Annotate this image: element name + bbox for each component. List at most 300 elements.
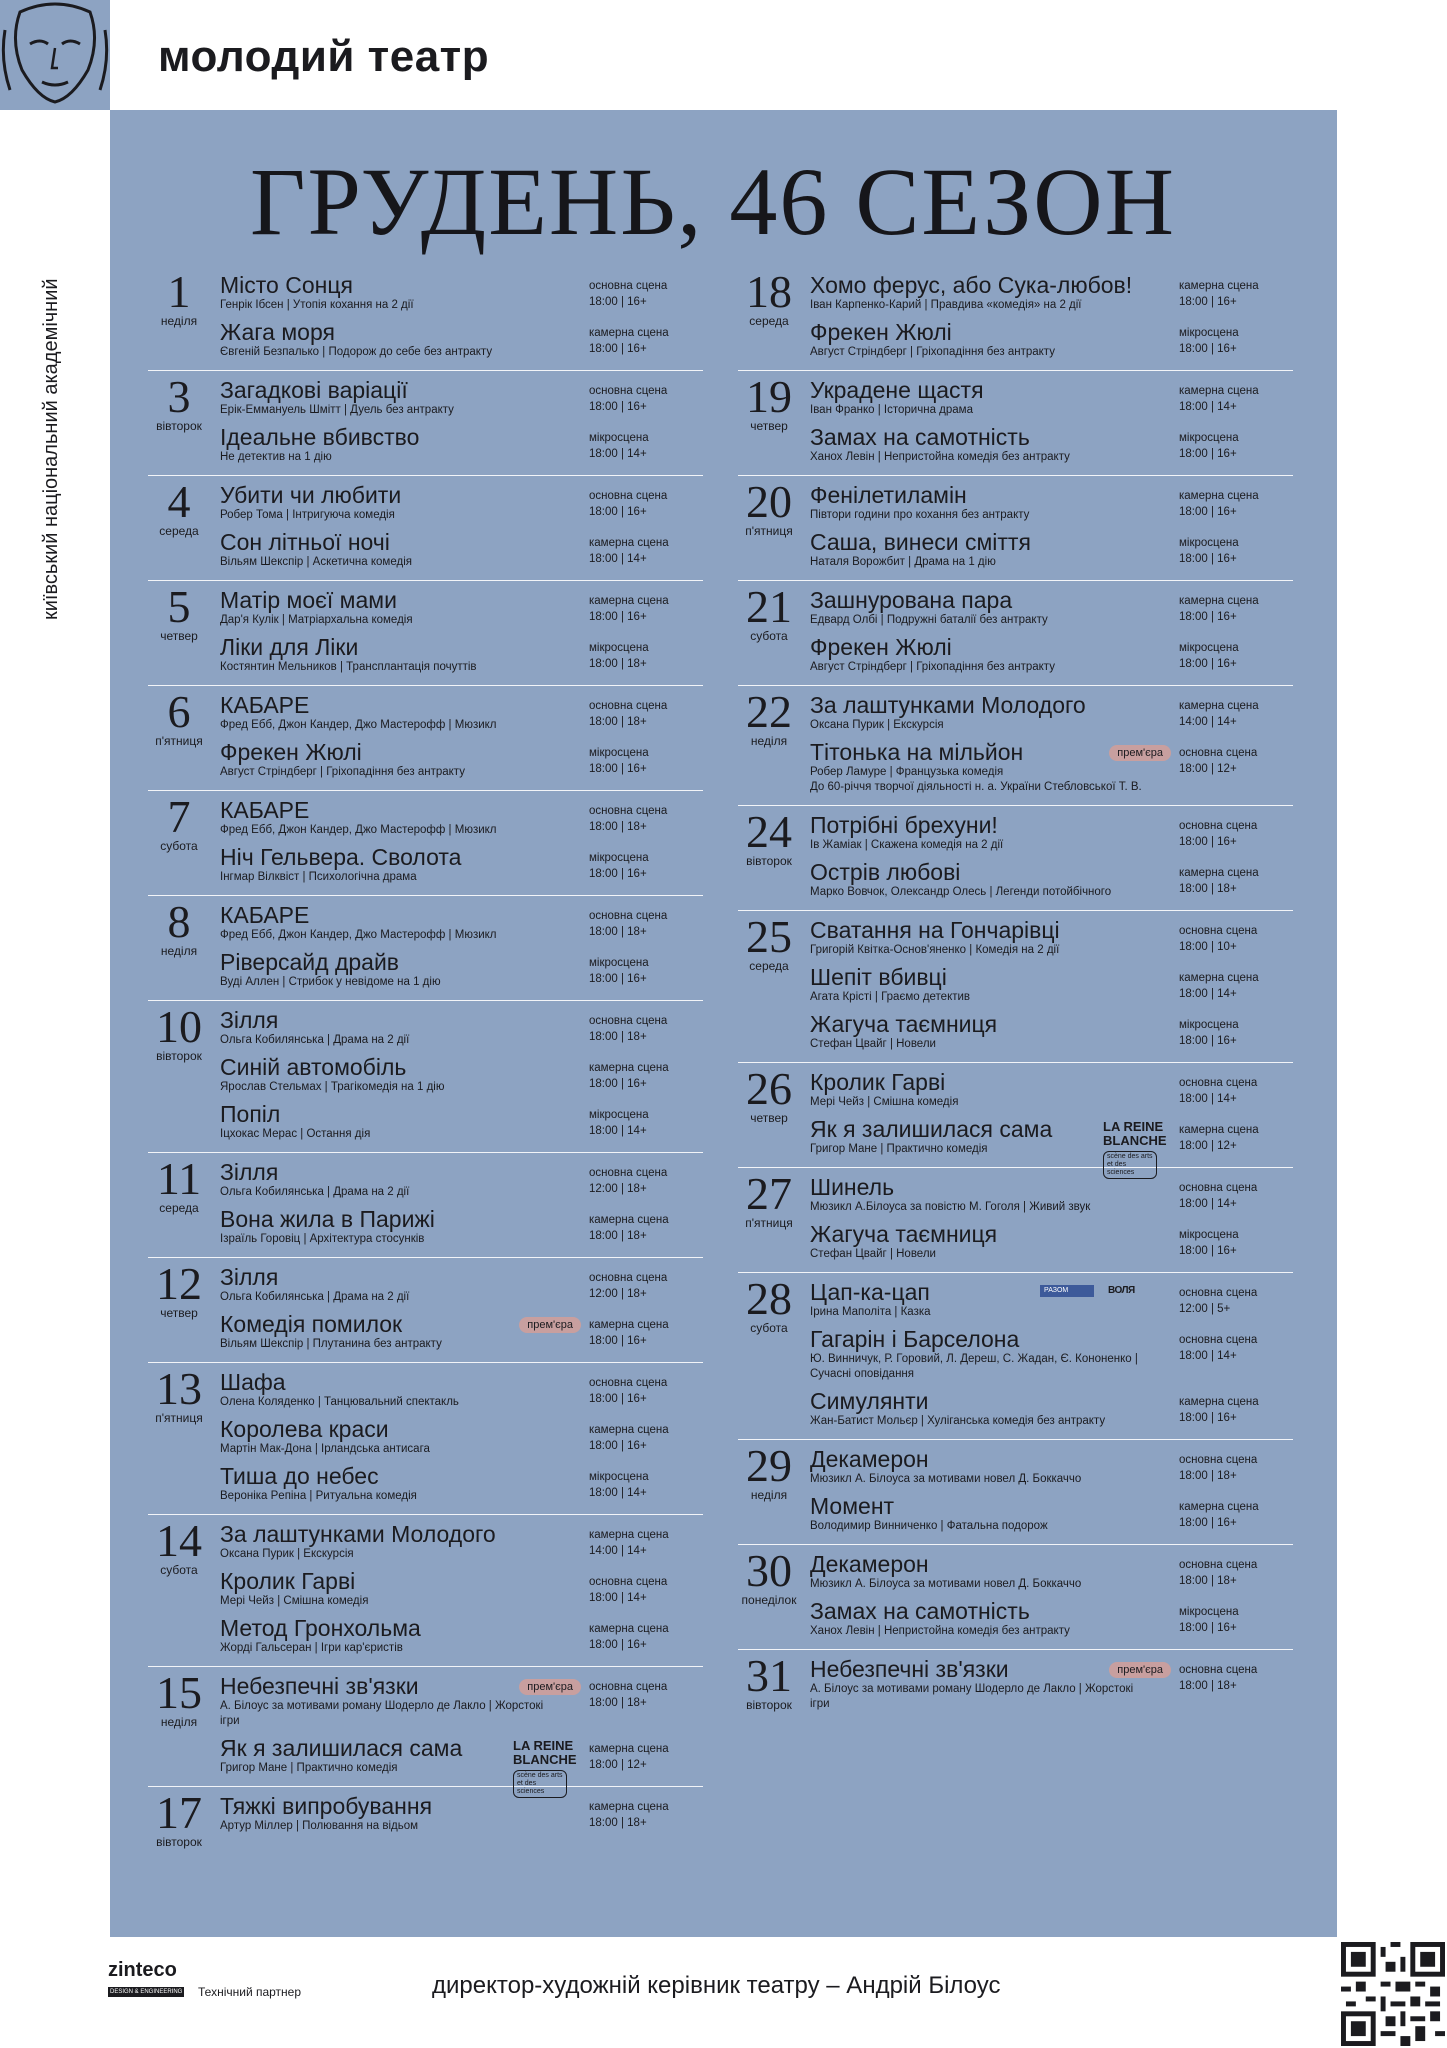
show-title[interactable]: Тітонька на мільйон bbox=[810, 739, 1024, 765]
day-block bbox=[148, 581, 703, 686]
show-time: 18:00 | 18+ bbox=[589, 1031, 647, 1043]
show-venue: основна сцена bbox=[1179, 1664, 1258, 1676]
day-block bbox=[738, 1440, 1293, 1545]
show-venue: камерна сцена bbox=[1179, 1501, 1259, 1513]
show-venue: мікросцена bbox=[1179, 327, 1239, 339]
show-item[interactable] bbox=[220, 587, 703, 628]
show-title[interactable]: Декамерон bbox=[810, 1551, 929, 1577]
show-item[interactable] bbox=[810, 1388, 1293, 1429]
day-block bbox=[148, 1787, 703, 1847]
show-title[interactable]: Фрекен Жюлі bbox=[220, 739, 362, 765]
day-weekday: середа bbox=[749, 959, 789, 973]
sponsor-tagline: DESIGN & ENGINEERING bbox=[110, 1989, 183, 1995]
show-meta: Август Стріндберг | Гріхопадіння без антракту bbox=[810, 346, 1055, 358]
show-title[interactable]: Метод Гронхольма bbox=[220, 1615, 421, 1641]
show-title[interactable]: Ріверсайд драйв bbox=[220, 949, 400, 975]
show-list bbox=[810, 1279, 1293, 1429]
show-title[interactable]: Попіл bbox=[220, 1101, 281, 1127]
show-venue-info bbox=[1179, 535, 1281, 567]
show-venue-info bbox=[589, 1741, 691, 1773]
show-meta: Іван Франко | Історична драма bbox=[810, 404, 973, 416]
show-title[interactable]: Острів любові bbox=[810, 859, 961, 885]
show-meta: Григор Мане | Практично комедія bbox=[220, 1762, 398, 1774]
show-time: 18:00 | 16+ bbox=[1179, 506, 1237, 518]
schedule-column-left bbox=[148, 266, 703, 1847]
show-title[interactable]: Жага моря bbox=[220, 319, 335, 345]
show-meta: Володимир Винниченко | Фатальна подорож bbox=[810, 1520, 1048, 1532]
show-item[interactable] bbox=[220, 634, 703, 675]
show-meta: Генрік Ібсен | Утопія кохання на 2 дії bbox=[220, 299, 414, 311]
show-venue: камерна сцена bbox=[1179, 972, 1259, 984]
show-item[interactable] bbox=[220, 1793, 703, 1834]
show-time: 18:00 | 18+ bbox=[1179, 1680, 1237, 1692]
show-title[interactable]: Ліки для Ліки bbox=[220, 634, 359, 660]
show-title[interactable]: КАБАРЕ bbox=[220, 692, 310, 718]
day-weekday: неділя bbox=[750, 1488, 788, 1502]
show-time: 18:00 | 14+ bbox=[589, 1592, 647, 1604]
show-venue: мікросцена bbox=[589, 1471, 649, 1483]
show-venue: основна сцена bbox=[589, 1015, 668, 1027]
day-number: 1 bbox=[167, 266, 191, 317]
show-time: 18:00 | 16+ bbox=[1179, 553, 1237, 565]
show-meta: Ольга Кобилянська | Драма на 2 дії bbox=[220, 1291, 410, 1303]
show-venue-info bbox=[1179, 325, 1281, 357]
show-title[interactable]: Ідеальне вбивство bbox=[220, 424, 420, 450]
show-item[interactable] bbox=[810, 482, 1293, 523]
show-item[interactable] bbox=[810, 319, 1293, 360]
show-venue-info bbox=[589, 1574, 691, 1606]
show-title[interactable]: Комедія помилок bbox=[220, 1311, 403, 1337]
show-venue-info bbox=[589, 1469, 691, 1501]
show-title[interactable]: Симулянти bbox=[810, 1388, 929, 1414]
show-venue-info bbox=[1179, 1662, 1281, 1694]
day-block bbox=[738, 1273, 1293, 1440]
day-number: 24 bbox=[746, 806, 792, 857]
show-time: 18:00 | 12+ bbox=[1179, 1140, 1237, 1152]
show-time: 18:00 | 16+ bbox=[589, 1639, 647, 1651]
show-item[interactable] bbox=[220, 1521, 703, 1562]
show-item[interactable] bbox=[220, 1264, 703, 1305]
show-list bbox=[220, 1369, 703, 1504]
show-venue: основна сцена bbox=[1179, 1182, 1258, 1194]
day-weekday: вівторок bbox=[746, 1698, 792, 1712]
show-list bbox=[220, 1007, 703, 1142]
show-title[interactable]: Саша, винеси сміття bbox=[810, 529, 1031, 555]
show-venue-info bbox=[1179, 1604, 1281, 1636]
show-meta: Робер Тома | Інтригуюча комедія bbox=[220, 509, 395, 521]
day-block bbox=[148, 1667, 703, 1795]
show-title[interactable]: Вона жила в Парижі bbox=[220, 1206, 435, 1232]
show-list bbox=[220, 377, 703, 465]
show-meta: Мюзикл А.Білоуса за повістю М. Гоголя | Живий звук bbox=[810, 1201, 1091, 1213]
day-block bbox=[738, 686, 1293, 806]
show-item[interactable] bbox=[220, 1463, 703, 1504]
show-item[interactable] bbox=[810, 634, 1293, 675]
day-block bbox=[148, 371, 703, 476]
show-venue: мікросцена bbox=[1179, 432, 1239, 444]
show-title[interactable]: Момент bbox=[810, 1493, 895, 1519]
show-item[interactable] bbox=[220, 1206, 703, 1247]
show-item[interactable] bbox=[220, 1416, 703, 1457]
show-title[interactable]: Фенілетиламін bbox=[810, 482, 967, 508]
show-meta: Оксана Пурик | Екскурсія bbox=[810, 719, 944, 731]
show-item[interactable] bbox=[810, 1116, 1293, 1176]
show-venue: основна сцена bbox=[589, 490, 668, 502]
show-item[interactable] bbox=[810, 1493, 1293, 1534]
show-venue-info bbox=[589, 1621, 691, 1653]
show-venue-info bbox=[589, 908, 691, 940]
show-list bbox=[220, 1673, 703, 1795]
day-block bbox=[738, 371, 1293, 476]
show-item[interactable] bbox=[220, 949, 703, 990]
show-title[interactable]: КАБАРЕ bbox=[220, 902, 310, 928]
show-title[interactable]: Ніч Гельвера. Сволота bbox=[220, 844, 462, 870]
show-time: 14:00 | 14+ bbox=[589, 1545, 647, 1557]
show-venue: мікросцена bbox=[589, 747, 649, 759]
show-venue-info bbox=[1179, 1394, 1281, 1426]
show-list bbox=[220, 1159, 703, 1247]
director-credit: директор-художній керівник театру – Андрій Білоус bbox=[432, 1972, 1001, 1999]
show-time: 18:00 | 14+ bbox=[1179, 1093, 1237, 1105]
show-list bbox=[810, 812, 1293, 900]
show-item[interactable] bbox=[220, 1369, 703, 1410]
show-list bbox=[810, 1656, 1293, 1712]
show-venue-info bbox=[1179, 970, 1281, 1002]
day-number: 22 bbox=[746, 686, 792, 737]
day-block bbox=[738, 1650, 1293, 1722]
show-meta: Вільям Шекспір | Плутанина без антракту bbox=[220, 1338, 442, 1350]
show-item[interactable] bbox=[220, 739, 703, 780]
show-venue: камерна сцена bbox=[589, 1529, 669, 1541]
show-item[interactable] bbox=[220, 482, 703, 523]
show-title[interactable]: КАБАРЕ bbox=[220, 797, 310, 823]
show-time: 18:00 | 16+ bbox=[1179, 658, 1237, 670]
show-meta: Інгмар Вілквіст | Психологічна драма bbox=[220, 871, 417, 883]
show-venue-info bbox=[1179, 1285, 1281, 1317]
show-meta: Фред Ебб, Джон Кандер, Джо Мастерофф | Мюзикл bbox=[220, 929, 497, 941]
show-item[interactable] bbox=[220, 1673, 703, 1729]
day-number: 14 bbox=[156, 1515, 202, 1566]
show-item[interactable] bbox=[220, 1101, 703, 1142]
show-meta: А. Білоус за мотивами роману Шодерло де Лакло | Жорстокі ігри bbox=[810, 1683, 1134, 1710]
show-venue: камерна сцена bbox=[589, 1743, 669, 1755]
show-title[interactable]: Шинель bbox=[810, 1174, 895, 1200]
show-venue: камерна сцена bbox=[1179, 280, 1259, 292]
show-venue-info bbox=[589, 803, 691, 835]
day-number: 15 bbox=[156, 1667, 202, 1718]
show-venue: основна сцена bbox=[589, 1167, 668, 1179]
day-block bbox=[738, 266, 1293, 371]
show-item[interactable] bbox=[220, 1159, 703, 1200]
day-number: 21 bbox=[746, 581, 792, 632]
day-weekday: субота bbox=[160, 1563, 198, 1577]
show-item[interactable] bbox=[810, 859, 1293, 900]
show-title[interactable]: Зілля bbox=[220, 1007, 279, 1033]
show-item[interactable] bbox=[220, 844, 703, 885]
eu-logo: РАЗОМ bbox=[1040, 1285, 1094, 1297]
show-venue-info bbox=[1179, 745, 1281, 777]
show-venue-info bbox=[589, 535, 691, 567]
show-item[interactable] bbox=[220, 1007, 703, 1048]
show-list bbox=[220, 902, 703, 990]
day-number: 30 bbox=[746, 1545, 792, 1596]
show-meta: Не детектив на 1 дію bbox=[220, 451, 332, 463]
premiere-badge: прем'єра bbox=[1109, 745, 1171, 761]
show-venue: камерна сцена bbox=[589, 595, 669, 607]
show-title[interactable]: Цап-ка-цап bbox=[810, 1279, 930, 1305]
show-item[interactable] bbox=[220, 902, 703, 943]
show-item[interactable] bbox=[220, 692, 703, 733]
show-time: 18:00 | 16+ bbox=[1179, 296, 1237, 308]
show-title[interactable]: Зілля bbox=[220, 1264, 279, 1290]
show-item[interactable] bbox=[220, 319, 703, 360]
show-item[interactable] bbox=[220, 1615, 703, 1656]
show-title[interactable]: Сватання на Гончарівці bbox=[810, 917, 1060, 943]
show-item[interactable] bbox=[810, 1221, 1293, 1262]
show-venue: камерна сцена bbox=[589, 1801, 669, 1813]
show-venue-info bbox=[1179, 698, 1281, 730]
show-venue-info bbox=[589, 850, 691, 882]
show-venue: камерна сцена bbox=[589, 1623, 669, 1635]
show-title[interactable]: Убити чи любити bbox=[220, 482, 402, 508]
show-item[interactable] bbox=[810, 1656, 1293, 1712]
show-time: 18:00 | 14+ bbox=[1179, 1350, 1237, 1362]
show-meta: Ярослав Стельмах | Трагікомедія на 1 дію bbox=[220, 1081, 445, 1093]
show-title[interactable]: Небезпечні зв'язки bbox=[220, 1673, 419, 1699]
show-list bbox=[220, 692, 703, 780]
day-weekday: п'ятниця bbox=[155, 734, 203, 748]
day-block bbox=[148, 1363, 703, 1515]
show-meta: Ерік-Еммануель Шмітт | Дуель без антракту bbox=[220, 404, 454, 416]
show-meta: Вероніка Рeпіна | Ритуальна комедія bbox=[220, 1490, 417, 1502]
show-venue-info bbox=[589, 383, 691, 415]
show-title[interactable]: За лаштунками Молодого bbox=[810, 692, 1086, 718]
day-block bbox=[148, 1153, 703, 1258]
show-title[interactable]: Сон літньої ночі bbox=[220, 529, 390, 555]
show-venue: основна сцена bbox=[1179, 747, 1258, 759]
show-list bbox=[810, 377, 1293, 465]
show-venue: мікросцена bbox=[1179, 537, 1239, 549]
day-number: 10 bbox=[156, 1001, 202, 1052]
show-title[interactable]: За лаштунками Молодого bbox=[220, 1521, 496, 1547]
show-item[interactable] bbox=[810, 739, 1293, 795]
show-title[interactable]: Жагуча таємниця bbox=[810, 1011, 998, 1037]
show-venue-info bbox=[589, 1013, 691, 1045]
show-meta: Іцхокас Мерас | Остання дія bbox=[220, 1128, 371, 1140]
show-time: 18:00 | 18+ bbox=[589, 1817, 647, 1829]
show-venue: основна сцена bbox=[589, 1377, 668, 1389]
day-block bbox=[738, 806, 1293, 911]
show-item[interactable] bbox=[810, 1011, 1293, 1052]
show-title[interactable]: Зілля bbox=[220, 1159, 279, 1185]
show-item[interactable] bbox=[810, 587, 1293, 628]
show-title[interactable]: Тиша до небес bbox=[220, 1463, 379, 1489]
show-venue: мікросцена bbox=[1179, 1606, 1239, 1618]
show-title[interactable]: Матір моєї мами bbox=[220, 587, 397, 613]
show-title[interactable]: Замах на самотність bbox=[810, 424, 1030, 450]
show-title[interactable]: Місто Сонця bbox=[220, 272, 353, 298]
show-venue: основна сцена bbox=[589, 1272, 668, 1284]
show-item[interactable] bbox=[220, 1568, 703, 1609]
show-time: 18:00 | 18+ bbox=[589, 926, 647, 938]
show-item[interactable] bbox=[810, 917, 1293, 958]
show-venue-info bbox=[1179, 1452, 1281, 1484]
show-meta: Фред Ебб, Джон Кандер, Джо Мастерофф | Мюзикл bbox=[220, 824, 497, 836]
show-title[interactable]: Фрекен Жюлі bbox=[810, 634, 952, 660]
show-time: 18:00 | 12+ bbox=[1179, 763, 1237, 775]
sponsor-name: zinteco bbox=[108, 1959, 177, 1981]
show-time: 18:00 | 16+ bbox=[589, 401, 647, 413]
show-list bbox=[220, 1264, 703, 1352]
day-block bbox=[148, 1258, 703, 1363]
poster-title: ГРУДЕНЬ, 46 СЕЗОН bbox=[250, 148, 1176, 255]
volia-logo: ВОЛЯ bbox=[1108, 1285, 1135, 1296]
show-title[interactable]: Королева краси bbox=[220, 1416, 389, 1442]
show-venue: камерна сцена bbox=[1179, 700, 1259, 712]
show-item[interactable] bbox=[810, 1174, 1293, 1215]
show-item[interactable] bbox=[810, 964, 1293, 1005]
show-venue: основна сцена bbox=[589, 1681, 668, 1693]
show-item[interactable] bbox=[220, 1311, 703, 1352]
show-meta: А. Білоус за мотивами роману Шодерло де Лакло | Жорстокі ігри bbox=[220, 1700, 544, 1727]
day-weekday: п'ятниця bbox=[155, 1411, 203, 1425]
show-item[interactable] bbox=[220, 377, 703, 418]
show-meta: Наталя Ворожбит | Драма на 1 дію bbox=[810, 556, 996, 568]
day-number: 28 bbox=[746, 1273, 792, 1324]
show-time: 18:00 | 18+ bbox=[589, 658, 647, 670]
day-weekday: четвер bbox=[750, 1111, 788, 1125]
show-title[interactable]: Небезпечні зв'язки bbox=[810, 1656, 1009, 1682]
show-title[interactable]: Синій автомобіль bbox=[220, 1054, 407, 1080]
show-title[interactable]: Гагарін і Барселона bbox=[810, 1326, 1020, 1352]
show-item[interactable] bbox=[810, 529, 1293, 570]
show-venue: камерна сцена bbox=[1179, 1396, 1259, 1408]
partner-badge-sub: scène des arts et des sciences bbox=[513, 1770, 567, 1798]
show-item[interactable] bbox=[810, 272, 1293, 313]
show-title[interactable]: Хомо ферус, або Сука-любов! bbox=[810, 272, 1133, 298]
show-item[interactable] bbox=[220, 1054, 703, 1095]
show-venue-info bbox=[589, 1679, 691, 1711]
show-title[interactable]: Замах на самотність bbox=[810, 1598, 1030, 1624]
show-item[interactable] bbox=[810, 377, 1293, 418]
show-venue-info bbox=[589, 1422, 691, 1454]
show-title[interactable]: Зашнурована пара bbox=[810, 587, 1013, 613]
show-meta: Стефан Цвайг | Новели bbox=[810, 1248, 936, 1260]
side-text: київський національний академічний bbox=[40, 278, 62, 620]
show-time: 18:00 | 16+ bbox=[1179, 1622, 1237, 1634]
show-title[interactable]: Як я залишилася сама bbox=[810, 1116, 1053, 1142]
show-title[interactable]: Як я залишилася сама bbox=[220, 1735, 463, 1761]
show-venue-info bbox=[589, 1270, 691, 1302]
show-time: 18:00 | 16+ bbox=[1179, 1517, 1237, 1529]
day-block bbox=[148, 1515, 703, 1667]
show-item[interactable] bbox=[810, 1279, 1293, 1320]
day-block bbox=[738, 1168, 1293, 1273]
show-time: 18:00 | 18+ bbox=[589, 1697, 647, 1709]
show-title[interactable]: Декамерон bbox=[810, 1446, 929, 1472]
show-list bbox=[810, 272, 1293, 360]
show-title[interactable]: Кролик Гарві bbox=[220, 1568, 356, 1594]
show-title[interactable]: Шафа bbox=[220, 1369, 286, 1395]
show-title[interactable]: Украдене щастя bbox=[810, 377, 984, 403]
show-item[interactable] bbox=[810, 1446, 1293, 1487]
show-title[interactable]: Жагуча таємниця bbox=[810, 1221, 998, 1247]
show-venue-info bbox=[589, 1375, 691, 1407]
day-number: 25 bbox=[746, 911, 792, 962]
show-venue-info bbox=[589, 593, 691, 625]
show-time: 18:00 | 16+ bbox=[1179, 1245, 1237, 1257]
show-note: До 60-річчя творчої діяльності н. а. України Стебловської Т. В. bbox=[810, 781, 1142, 793]
show-title[interactable]: Тяжкі випробування bbox=[220, 1793, 433, 1819]
show-time: 18:00 | 16+ bbox=[1179, 1035, 1237, 1047]
show-title[interactable]: Шепіт вбивці bbox=[810, 964, 947, 990]
day-block bbox=[738, 1545, 1293, 1650]
show-venue: основна сцена bbox=[1179, 1334, 1258, 1346]
partner-badge-name: LA REINE BLANCHE bbox=[513, 1738, 577, 1767]
show-title[interactable]: Фрекен Жюлі bbox=[810, 319, 952, 345]
show-time: 18:00 | 16+ bbox=[589, 868, 647, 880]
show-venue: камерна сцена bbox=[1179, 867, 1259, 879]
show-meta: Євгеній Безпалько | Подорож до себе без антракту bbox=[220, 346, 493, 358]
show-title[interactable]: Кролик Гарві bbox=[810, 1069, 946, 1095]
show-venue: основна сцена bbox=[1179, 1287, 1258, 1299]
show-item[interactable] bbox=[810, 1598, 1293, 1639]
show-item[interactable] bbox=[810, 424, 1293, 465]
show-list bbox=[810, 482, 1293, 570]
show-item[interactable] bbox=[220, 272, 703, 313]
premiere-badge: прем'єра bbox=[519, 1317, 581, 1333]
show-item[interactable] bbox=[220, 529, 703, 570]
partner-badge-sub: scène des arts et des sciences bbox=[1103, 1151, 1157, 1179]
show-venue-info bbox=[589, 1165, 691, 1197]
show-item[interactable] bbox=[220, 797, 703, 838]
day-number: 31 bbox=[746, 1650, 792, 1701]
day-block bbox=[738, 581, 1293, 686]
show-venue-info bbox=[1179, 1227, 1281, 1259]
show-item[interactable] bbox=[810, 692, 1293, 733]
show-meta: Ірина Маполіта | Казка bbox=[810, 1306, 931, 1318]
show-item[interactable] bbox=[810, 812, 1293, 853]
day-number: 26 bbox=[746, 1063, 792, 1114]
show-item[interactable] bbox=[810, 1326, 1293, 1382]
show-item[interactable] bbox=[810, 1551, 1293, 1592]
show-time: 18:00 | 16+ bbox=[1179, 1412, 1237, 1424]
day-weekday: неділя bbox=[750, 734, 788, 748]
show-time: 18:00 | 16+ bbox=[589, 611, 647, 623]
day-weekday: вівторок bbox=[746, 854, 792, 868]
show-venue-info bbox=[589, 698, 691, 730]
day-weekday: четвер bbox=[160, 1306, 198, 1320]
show-venue-info bbox=[1179, 1332, 1281, 1364]
show-venue: мікросцена bbox=[1179, 1229, 1239, 1241]
show-item[interactable] bbox=[220, 1735, 703, 1795]
show-title[interactable]: Загадкові варіації bbox=[220, 377, 408, 403]
show-list bbox=[810, 1174, 1293, 1262]
show-time: 18:00 | 18+ bbox=[589, 1230, 647, 1242]
day-block bbox=[148, 791, 703, 896]
theatre-name: молодий театр bbox=[158, 32, 490, 81]
show-time: 18:00 | 16+ bbox=[1179, 343, 1237, 355]
show-item[interactable] bbox=[220, 424, 703, 465]
show-item[interactable] bbox=[810, 1069, 1293, 1110]
show-meta: Фред Ебб, Джон Кандер, Джо Мастерофф | Мюзикл bbox=[220, 719, 497, 731]
show-venue-info bbox=[1179, 1075, 1281, 1107]
show-meta: Стефан Цвайг | Новели bbox=[810, 1038, 936, 1050]
show-time: 18:00 | 16+ bbox=[589, 1078, 647, 1090]
show-venue-info bbox=[589, 1107, 691, 1139]
show-list bbox=[810, 1446, 1293, 1534]
show-title[interactable]: Потрібні брехуни! bbox=[810, 812, 998, 838]
